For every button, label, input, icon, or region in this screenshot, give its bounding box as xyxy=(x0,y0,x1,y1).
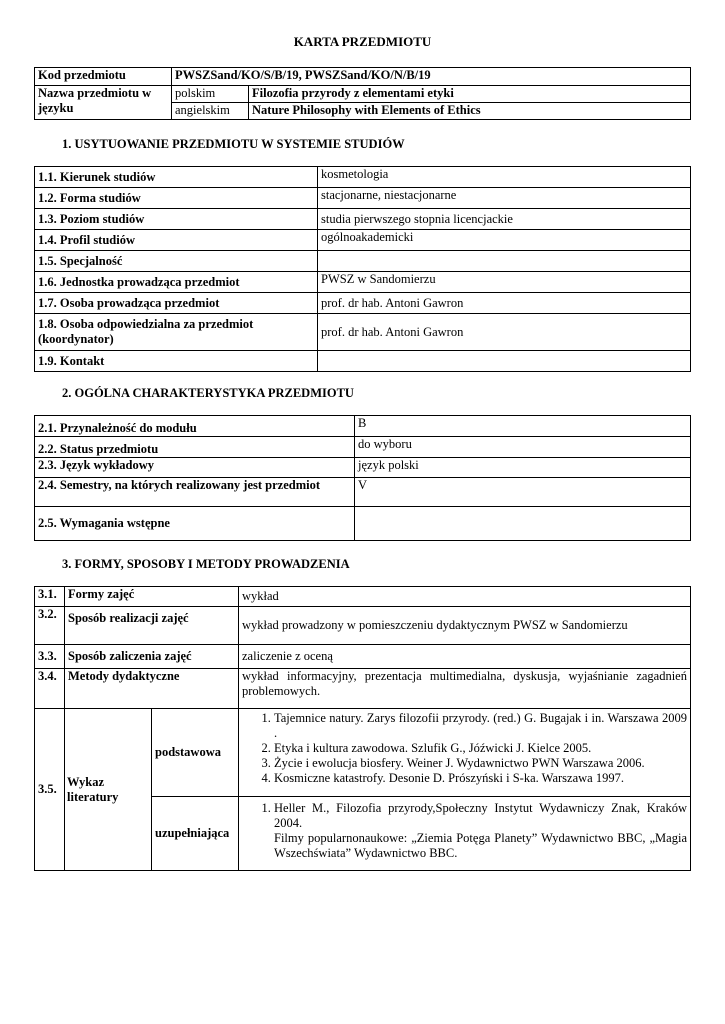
literature-label-text: Wykaz literatury xyxy=(67,774,119,804)
literature-extra-list xyxy=(242,801,687,831)
literature-extra-label: uzupełniająca xyxy=(152,797,239,871)
nazwa-label: Nazwa przedmiotu w języku xyxy=(35,86,172,120)
row-label: 1.2. Forma studiów xyxy=(35,188,318,209)
name-en: Nature Philosophy with Elements of Ethics xyxy=(249,103,691,120)
row-label: Metody dydaktyczne xyxy=(65,669,239,709)
row-value: prof. dr hab. Antoni Gawron xyxy=(318,314,691,351)
kod-label: Kod przedmiotu xyxy=(35,68,172,86)
row-label: 1.9. Kontakt xyxy=(35,351,318,372)
row-label: 1.1. Kierunek studiów xyxy=(35,167,318,188)
literature-basic-label: podstawowa xyxy=(152,709,239,797)
list-item: 4. Kosmiczne katastrofy. Desonie D. Prószyński i S-ka. Warszawa 1997. xyxy=(274,771,687,786)
section3-table xyxy=(34,586,691,871)
section1-table xyxy=(34,166,691,372)
literature-basic xyxy=(239,709,691,797)
row-num: 3.3. xyxy=(35,645,65,669)
section1-heading: 1. USYTUOWANIE PRZEDMIOTU W SYSTEMIE STUDIÓW xyxy=(62,137,405,151)
row-num: 3.1. xyxy=(35,587,65,607)
page-title: KARTA PRZEDMIOTU xyxy=(293,34,432,49)
kod-value: PWSZSand/KO/S/B/19, PWSZSand/KO/N/B/19 xyxy=(172,68,691,86)
row-label: 1.7. Osoba prowadząca przedmiot xyxy=(35,293,318,314)
row-value: PWSZ w Sandomierzu xyxy=(318,272,691,293)
row-value: wykład informacyjny, prezentacja multimedialna, dyskusja, wyjaśnianie zagadnień problemowych. xyxy=(239,669,691,709)
row-label: 2.5. Wymagania wstępne xyxy=(35,507,355,541)
row-value xyxy=(318,251,691,272)
row-label: 2.4. Semestry, na których realizowany jest przedmiot xyxy=(35,478,355,507)
list-item: 1. Heller M., Filozofia przyrody,Społeczny Instytut Wydawniczy Znak, Kraków 2004. xyxy=(274,801,687,831)
section2-table xyxy=(34,415,691,541)
row-value: zaliczenie z oceną xyxy=(239,645,691,669)
row-value: wykład xyxy=(239,587,691,607)
row-value: V xyxy=(355,478,691,507)
literature-label xyxy=(65,709,152,871)
row-label: 2.2. Status przedmiotu xyxy=(35,437,355,458)
row-value: prof. dr hab. Antoni Gawron xyxy=(318,293,691,314)
row-label: 1.6. Jednostka prowadząca przedmiot xyxy=(35,272,318,293)
name-pl: Filozofia przyrody z elementami etyki xyxy=(249,86,691,103)
section3-heading: 3. FORMY, SPOSOBY I METODY PROWADZENIA xyxy=(62,557,350,571)
row-label: Sposób zaliczenia zajęć xyxy=(65,645,239,669)
row-value: kosmetologia xyxy=(318,167,691,188)
row-label: Formy zajęć xyxy=(65,587,239,607)
row-label: Sposób realizacji zajęć xyxy=(65,607,239,645)
literature-extra-note: Filmy popularnonaukowe: „Ziemia Potęga Planety” Wydawnictwo BBC, „Magia Wszechświata” Wydawnictwo BBC. xyxy=(274,831,687,860)
row-label-text: 1.8. Osoba odpowiedzialna za przedmiot (koordynator) xyxy=(38,317,254,346)
row-label: 1.3. Poziom studiów xyxy=(35,209,318,230)
list-item: 3. Życie i ewolucja biosfery. Weiner J. Wydawnictwo PWN Warszawa 2006. xyxy=(274,756,687,771)
literature-extra xyxy=(239,797,691,871)
row-label: 2.1. Przynależność do modułu xyxy=(35,416,355,437)
lang-en: angielskim xyxy=(172,103,249,120)
row-num: 3.4. xyxy=(35,669,65,709)
row-value xyxy=(355,507,691,541)
list-item: 1. Tajemnice natury. Zarys filozofii przyrody. (red.) G. Bugajak i in. Warszawa 2009 . xyxy=(274,711,687,741)
literature-basic-list xyxy=(242,711,687,786)
header-table xyxy=(34,67,691,120)
section2-heading: 2. OGÓLNA CHARAKTERYSTYKA PRZEDMIOTU xyxy=(62,386,354,400)
row-value: studia pierwszego stopnia licencjackie xyxy=(318,209,691,230)
row-value: język polski xyxy=(355,458,691,478)
literature-num: 3.5. xyxy=(35,709,65,871)
lang-pl: polskim xyxy=(172,86,249,103)
row-label: 2.3. Język wykładowy xyxy=(35,458,355,478)
row-value: do wyboru xyxy=(355,437,691,458)
list-item: 2. Etyka i kultura zawodowa. Szlufik G., Jóźwicki J. Kielce 2005. xyxy=(274,741,687,756)
row-num: 3.2. xyxy=(35,607,65,645)
row-value: ogólnoakademicki xyxy=(318,230,691,251)
row-label xyxy=(35,314,318,351)
row-value xyxy=(318,351,691,372)
row-label: 1.4. Profil studiów xyxy=(35,230,318,251)
row-value: stacjonarne, niestacjonarne xyxy=(318,188,691,209)
row-label: 1.5. Specjalność xyxy=(35,251,318,272)
row-value: wykład prowadzony w pomieszczeniu dydaktycznym PWSZ w Sandomierzu xyxy=(239,607,691,645)
row-value: B xyxy=(355,416,691,437)
